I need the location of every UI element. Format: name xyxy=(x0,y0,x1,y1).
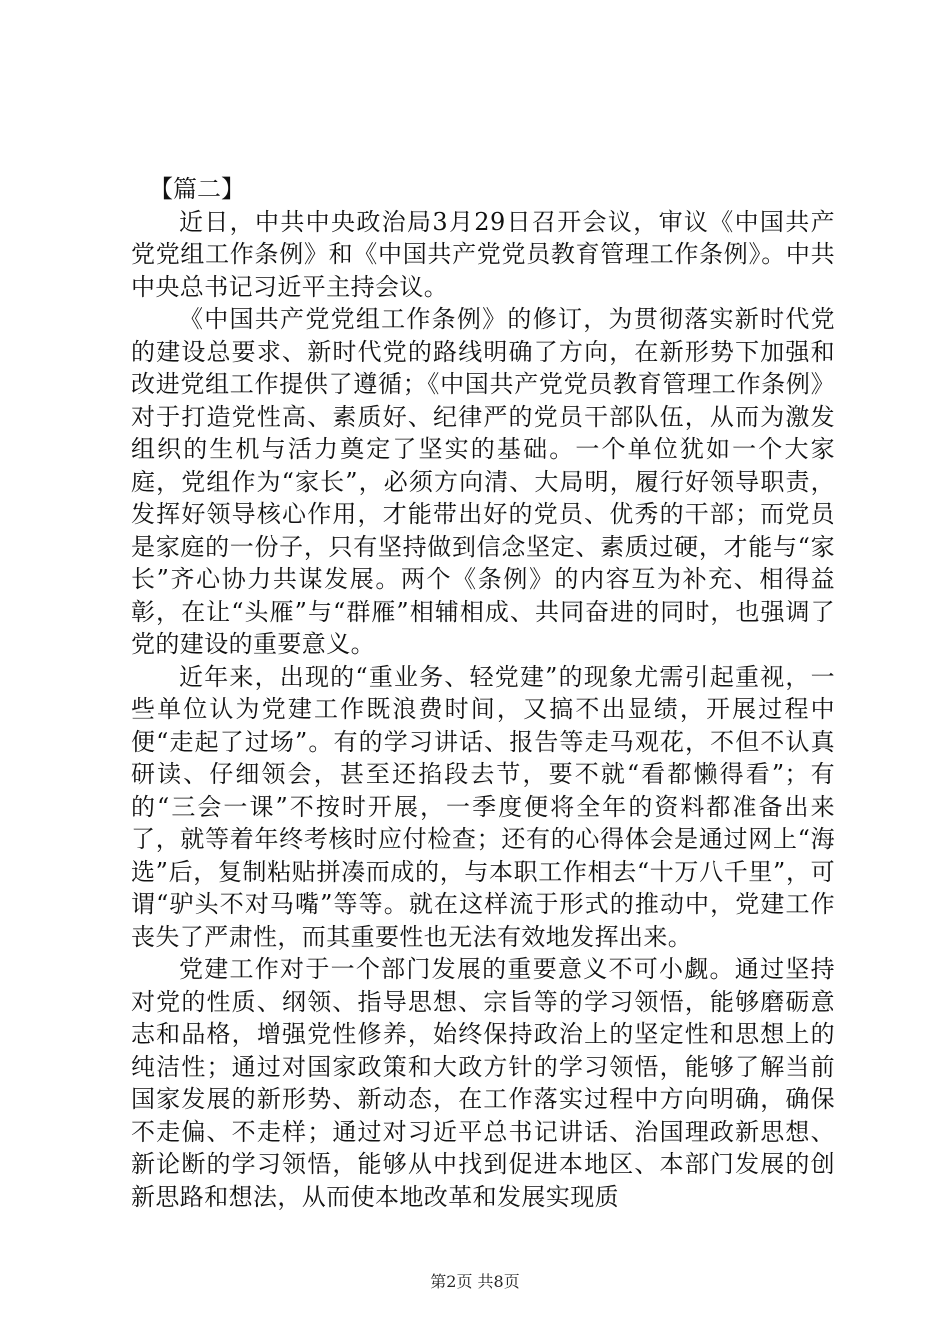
document-body xyxy=(131,173,835,1213)
paragraph-1: 近日，中共中央政治局3月29日召开会议，审议《中国共产党党组工作条例》和《中国共产党党员教育管理工作条例》。中共中央总书记习近平主持会议。 xyxy=(131,207,835,301)
paragraph-3: 近年来，出现的“重业务、轻党建”的现象尤需引起重视，一些单位认为党建工作既浪费时间，又搞不出显绩，开展过程中便“走起了过场”。有的学习讲话、报告等走马观花，不但不认真研读、仔细领会，甚至还掐段去节，要不就“看都懒得看”；有的“三会一课”不按时开展，一季度便将全年的资料都准备出来了，就等着年终考核时应付检查；还有的心得体会是通过网上“海选”后，复制粘贴拼凑而成的，与本职工作相去“十万八千里”，可谓“驴头不对马嘴”等等。就在这样流于形式的推动中，党建工作丧失了严肃性，而其重要性也无法有效地发挥出来。 xyxy=(131,662,835,951)
paragraph-4: 党建工作对于一个部门发展的重要意义不可小觑。通过坚持对党的性质、纲领、指导思想、宗旨等的学习领悟，能够磨砺意志和品格，增强党性修养，始终保持政治上的坚定性和思想上的纯洁性；通过对国家政策和大政方针的学习领悟，能够了解当前国家发展的新形势、新动态，在工作落实过程中方向明确，确保不走偏、不走样；通过对习近平总书记讲话、治国理政新思想、新论断的学习领悟，能够从中找到促进本地区、本部门发展的创新思路和想法，从而使本地改革和发展实现质 xyxy=(131,955,835,1211)
page-number-footer: 第2页 共8页 xyxy=(430,1272,520,1291)
section-heading: 【篇二】 xyxy=(149,175,245,203)
paragraph-2: 《中国共产党党组工作条例》的修订，为贯彻落实新时代党的建设总要求、新时代党的路线明确了方向，在新形势下加强和改进党组工作提供了遵循；《中国共产党党员教育管理工作条例》对于打造党性高、素质好、纪律严的党员干部队伍，从而为激发组织的生机与活力奠定了坚实的基础。一个单位犹如一个大家庭，党组作为“家长”，必须方向清、大局明，履行好领导职责，发挥好领导核心作用，才能带出好的党员、优秀的干部；而党员是家庭的一份子，只有坚持做到信念坚定、素质过硬，才能与“家长”齐心协力共谋发展。两个《条例》的内容互为补充、相得益彰，在让“头雁”与“群雁”相辅相成、共同奋进的同时，也强调了党的建设的重要意义。 xyxy=(131,305,835,658)
